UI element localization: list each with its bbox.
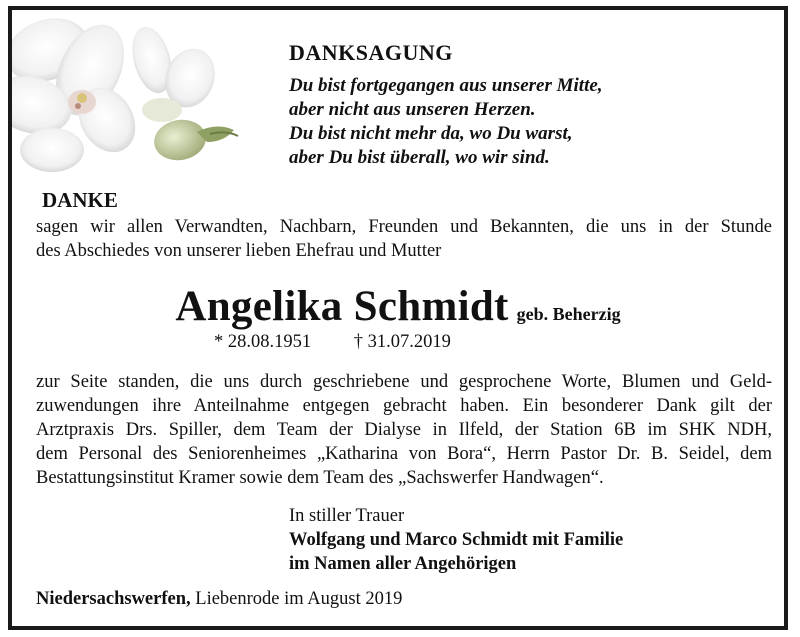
body-text	[36, 370, 772, 490]
page-title: DANKSAGUNG	[289, 40, 453, 65]
obituary-frame	[8, 6, 788, 630]
place-date: Liebenrode im August 2019	[195, 589, 403, 609]
body-line: zuwendungen ihre Anteilnahme entgegen gebracht haben. Ein besonderer Dank gilt der	[36, 396, 772, 416]
signature-block	[289, 504, 623, 576]
poem-line: aber nicht aus unseren Herzen.	[289, 99, 536, 120]
body-line: Arztpraxis Drs. Spiller, dem Team der Dialyse in Ilfeld, der Station 6B im SHK NDH,	[36, 420, 772, 440]
birth-date: * 28.08.1951	[214, 332, 312, 352]
intro-text	[36, 215, 772, 263]
poem-line: Du bist fortgegangen aus unserer Mitte,	[289, 75, 603, 96]
signature-relatives: im Namen aller Angehörigen	[289, 554, 517, 574]
body-line: Bestattungsinstitut Kramer sowie dem Team des „Sachswerfer Handwagen“.	[36, 468, 604, 488]
orchid-flower-image	[12, 10, 252, 180]
maiden-name: geb. Beherzig	[516, 304, 621, 324]
heading-block	[289, 40, 603, 170]
body-line: dem Personal des Seniorenheimes „Katharina von Bora“, Herrn Pastor Dr. B. Seidel, dem	[36, 444, 772, 464]
danke-heading: DANKE	[42, 188, 118, 212]
poem-line: Du bist nicht mehr da, wo Du warst,	[289, 123, 573, 144]
deceased-name: Angelika Schmidt	[175, 283, 509, 330]
poem-line: aber Du bist überall, wo wir sind.	[289, 147, 550, 168]
intro-line: sagen wir allen Verwandten, Nachbarn, Freunden und Bekannten, die uns in der Stunde	[36, 217, 772, 237]
body-line: zur Seite standen, die uns durch geschriebene und gesprochene Worte, Blumen und Geld-	[36, 372, 772, 392]
life-dates	[214, 332, 451, 353]
signature-names: Wolfgang und Marco Schmidt mit Familie	[289, 530, 624, 550]
place-city: Niedersachswerfen,	[36, 589, 191, 609]
deceased-name-block	[12, 282, 784, 331]
signature-intro: In stiller Trauer	[289, 506, 405, 526]
death-date: † 31.07.2019	[353, 332, 451, 352]
intro-line: des Abschiedes von unserer lieben Ehefrau und Mutter	[36, 241, 442, 261]
place-date-line	[36, 589, 402, 610]
